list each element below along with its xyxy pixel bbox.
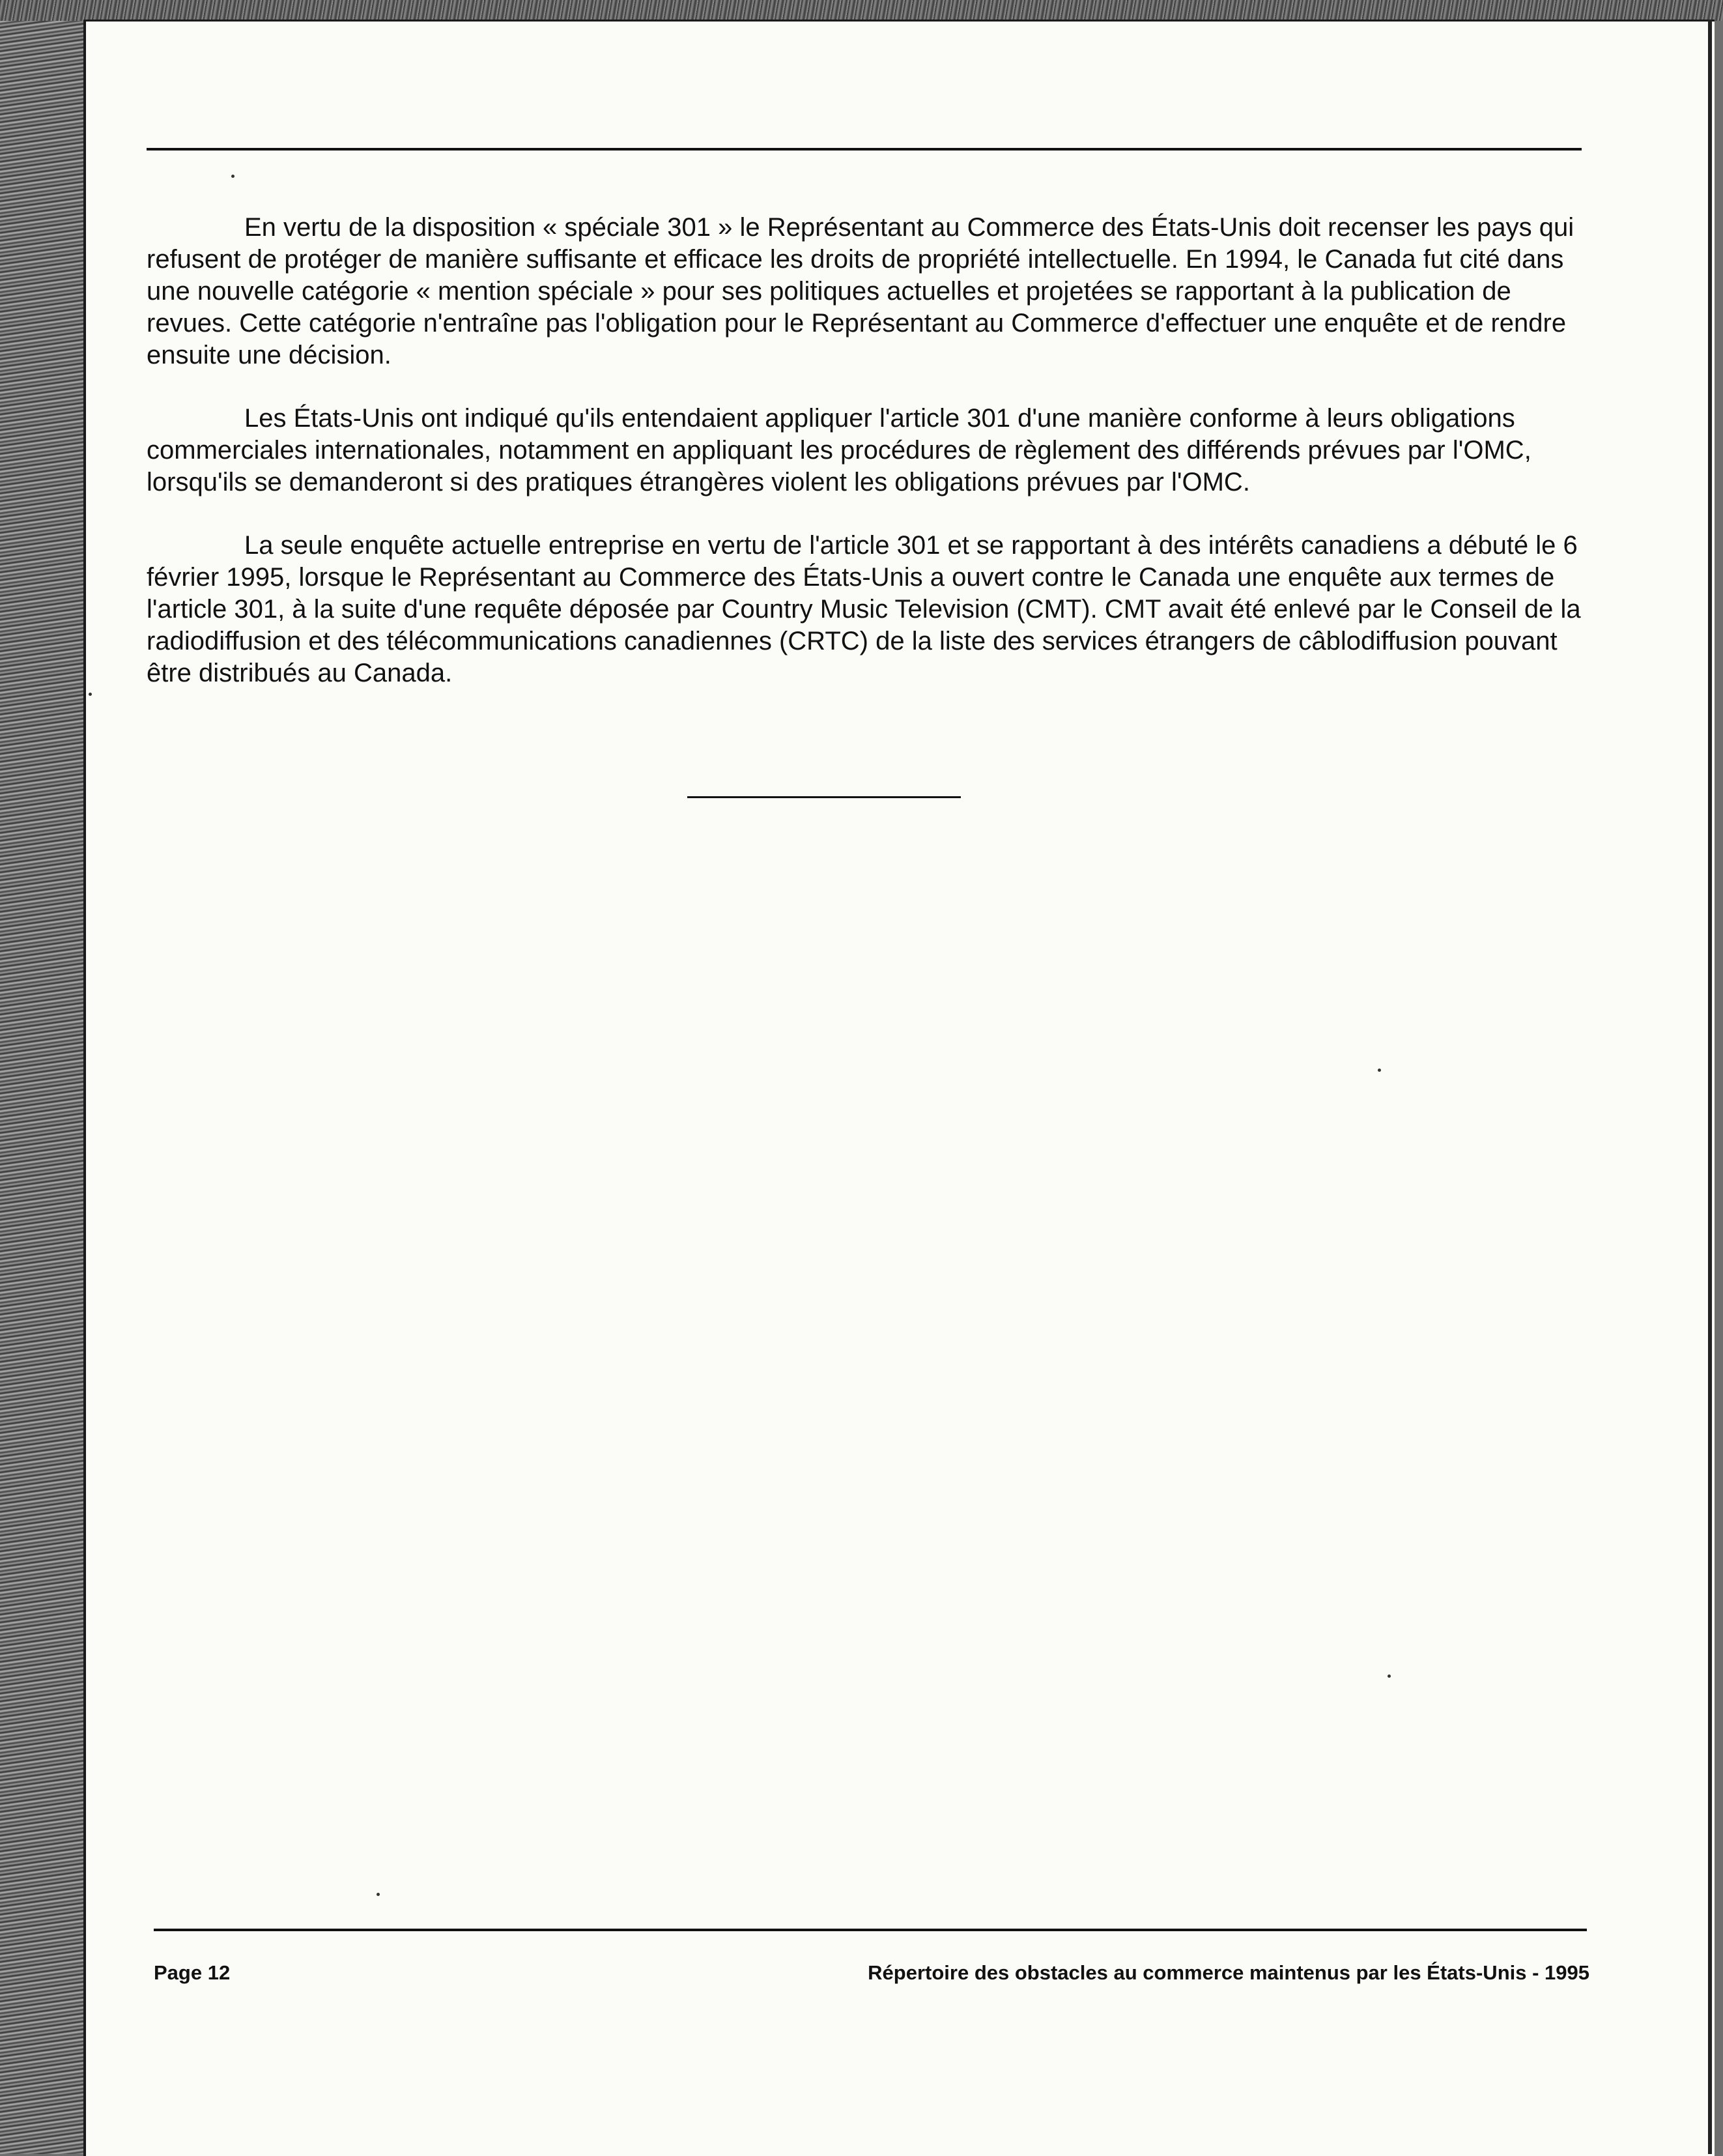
scan-speck <box>1378 1069 1381 1072</box>
paragraph-cmt-investigation: La seule enquête actuelle entreprise en vertu de l'article 301 et se rapportant à des intérêts canadiens a débuté le 6 février 1995, lorsque le Représentant au Commerce des États-Unis a ouvert contre le Canada une enquête aux termes de l'article 301, à la suite d'une requête déposée par Country Music Television (CMT). CMT avait été enlevé par le Conseil de la radiodiffusion et des télécommunications canadiennes (CRTC) de la liste des services étrangers de câblodiffusion pouvant être distribués au Canada. <box>147 531 1581 687</box>
scan-speck <box>1388 1674 1391 1678</box>
scan-border-left <box>0 0 83 2154</box>
section-end-rule <box>687 796 961 798</box>
page-right-edge <box>1708 20 1712 2154</box>
publication-title: Répertoire des obstacles au commerce maintenus par les États-Unis - 1995 <box>868 1961 1589 1984</box>
body-text <box>147 212 1586 721</box>
scan-speck <box>89 693 92 696</box>
header-rule <box>147 148 1582 151</box>
scan-border-top <box>0 0 1723 21</box>
scan-speck <box>377 1893 380 1896</box>
scan-speck <box>231 175 235 178</box>
paragraph-wto-obligations: Les États-Unis ont indiqué qu'ils entendaient appliquer l'article 301 d'une manière conforme à leurs obligations commerciales internationales, notamment en appliquant les procédures de règlement des différends prévues par l'OMC, lorsqu'ils se demanderont si des pratiques étrangères violent les obligations prévues par l'OMC. <box>147 404 1531 496</box>
page-number: Page 12 <box>154 1961 231 1984</box>
footer-rule <box>154 1929 1587 1931</box>
paragraph-special-301: En vertu de la disposition « spéciale 301 » le Représentant au Commerce des États-Unis doit recenser les pays qui refusent de protéger de manière suffisante et efficace les droits de propriété intellectuelle. En 1994, le Canada fut cité dans une nouvelle catégorie « mention spéciale » pour ses politiques actuelles et projetées se rapportant à la publication de revues. Cette catégorie n'entraîne pas l'obligation pour le Représentant au Commerce d'effectuer une enquête et de rendre ensuite une décision. <box>147 213 1574 369</box>
